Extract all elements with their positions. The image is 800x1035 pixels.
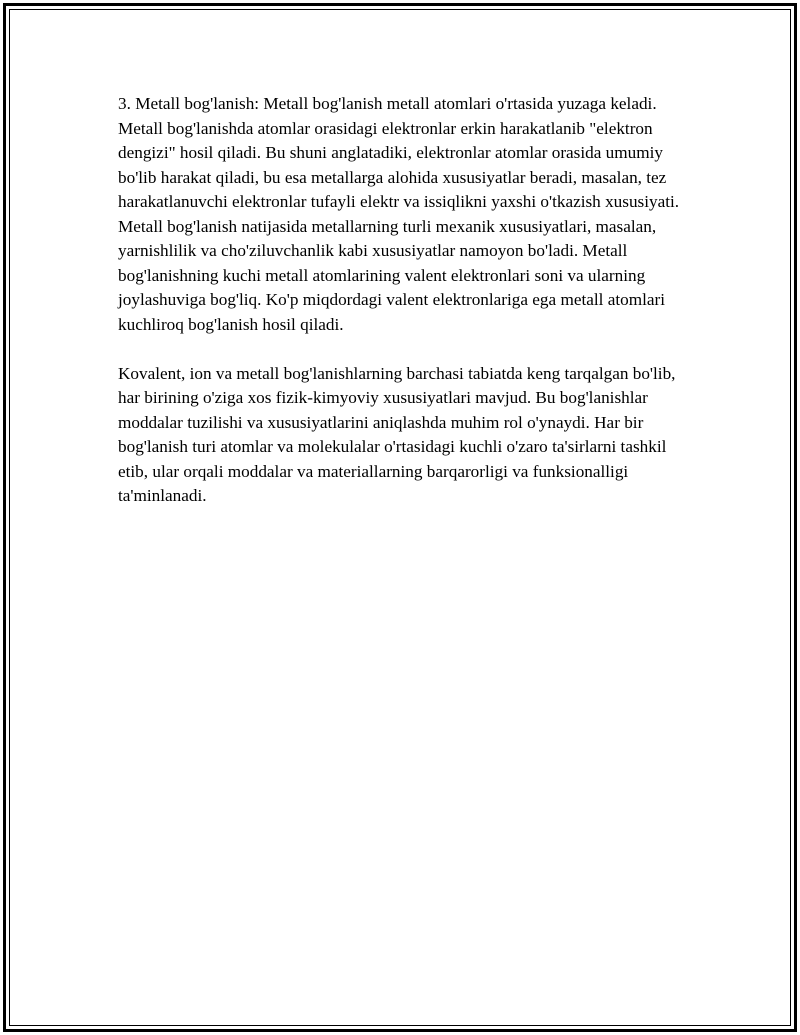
paragraph-metallic-bond: 3. Metall bog'lanish: Metall bog'lanish metall atomlari o'rtasida yuzaga keladi. Metall bog'lanishda atomlar orasidagi elektronlar erkin harakatlanib "elektron dengizi" hosil qiladi. Bu shuni anglatadiki, elektronlar atomlar orasida umumiy bo'lib harakat qiladi, bu esa metallarga alohida xususiyatlar beradi, masalan, tez harakatlanuvchi elektronlar tufayli elektr va issiqlikni yaxshi o'tkazish xususiyati. Metall bog'lanish natijasida metallarning turli mexanik xususiyatlari, masalan, yarnishlilik va cho'ziluvchanlik kabi xususiyatlar namoyon bo'ladi. Metall bog'lanishning kuchi metall atomlarining valent elektronlari soni va ularning joylashuviga bog'liq. Ko'p miqdordagi valent elektronlariga ega metall atomlari kuchliroq bog'lanish hosil qiladi.	[118, 94, 680, 334]
document-body	[118, 92, 693, 509]
paragraph-summary: Kovalent, ion va metall bog'lanishlarning barchasi tabiatda keng tarqalgan bo'lib, har birining o'ziga xos fizik-kimyoviy xususiyatlari mavjud. Bu bog'lanishlar moddalar tuzilishi va xususiyatlarini aniqlashda muhim rol o'ynaydi. Har bir bog'lanish turi atomlar va molekulalar o'rtasidagi kuchli o'zaro ta'sirlarni tashkil etib, ular orqali moddalar va materiallarning barqarorligi va funksionalligi ta'minlanadi.	[118, 363, 676, 505]
